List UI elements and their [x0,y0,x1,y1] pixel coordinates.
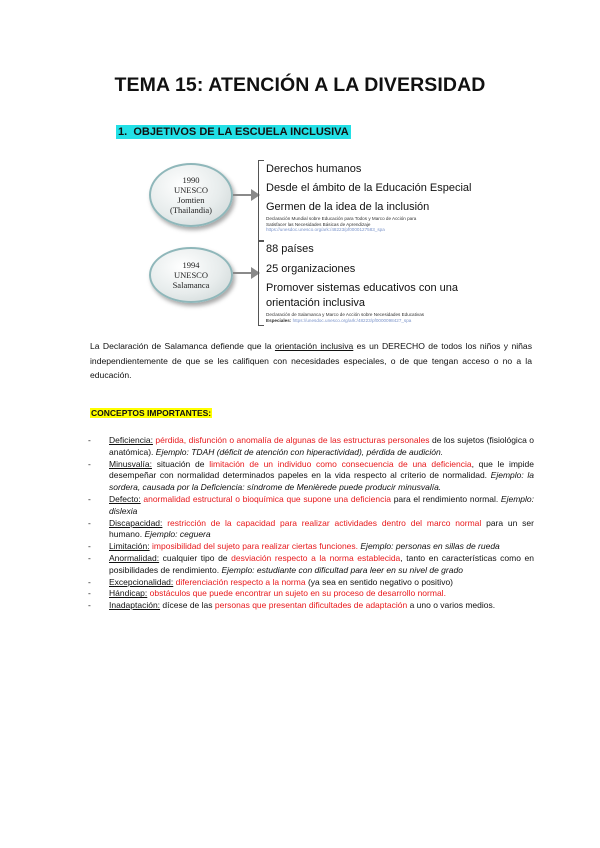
bracket-2 [258,240,264,326]
group2-link[interactable]: https://unesdoc.unesco.org/ark:/48223/pf0000098427_spa [292,317,412,323]
node2-line: 1994 [182,260,200,270]
list-item: - Defecto: anormalidad estructural o bioquímica que supone una deficiencia para el rendimiento normal. Ejemplo: dislexia [88,493,534,516]
concepts-list [88,435,534,612]
group1-item: Germen de la idea de la inclusión [266,201,430,213]
section-label: OBJETIVOS DE LA ESCUELA INCLUSIVA [133,126,349,138]
section-heading [116,126,351,138]
node1-line: (Thailandia) [169,205,212,215]
group1-link[interactable]: https://unesdoc.unesco.org/ark:/48223/pf0000127583_spa [266,227,385,232]
group2-item: 25 organizaciones [266,263,356,275]
list-item: - Hándicap: obstáculos que puede encontrar un sujeto en su proceso de desarrollo normal. [88,588,446,599]
inclusive-orientation-term: orientación inclusiva [274,341,354,351]
concepts-heading: CONCEPTOS IMPORTANTES: [91,408,212,418]
list-item: - Minusvalía: situación de limitación de un individuo como consecuencia de una deficiencia, que le impide desempeñar con normalidad determinados papeles en la vida respecto al criterio de normalidad. Ejemplo: la sordera, causada por la Deficiencia: síndrome de Menièrede puede producir minusvalía. [88,458,534,493]
node1-line: Jomtien [177,195,205,205]
list-item: - Discapacidad: restricción de la capacidad para realizar actividades dentro del marco normal para un ser humano. Ejemplo: ceguera [88,517,534,540]
node1-line: UNESCO [173,185,208,195]
group1-note: Declaración Mundial sobre Educación para Todos y Marco de Acción para Satisfacer las Necesidades Básicas de Aprendizaje https://unesdoc.unesco.org/ark:/48223/pf0000127583_spa [266,216,417,232]
node2-line: UNESCO [173,270,208,280]
node-1990-ellipse [149,163,233,227]
list-item: - Deficiencia: pérdida, disfunción o anomalía de algunas de las estructuras personales de los sujetos (fisiológica o anatómica). Ejemplo: TDAH (déficit de atención con hiperactividad), pérdida de audición. [88,435,534,457]
list-item: - Anormalidad: cualquier tipo de desviación respecto a la norma establecida, tanto en características como en posibilidades de rendimiento. Ejemplo: estudiante con dificultad para leer en su nivel de grado [88,552,535,575]
group2-item: 88 países [266,243,314,255]
section-number: 1. [118,126,128,138]
group2-note: Declaración de Salamanca y Marco de Acción sobre Necesidades Educativas Especiales: https://unesdoc.unesco.org/ark:/48223/pf0000098427_spa [266,312,425,323]
group2-item: orientación inclusiva [266,297,366,309]
node1-line: 1990 [182,175,200,185]
node2-line: Salamanca [172,280,210,290]
group1-item: Desde el ámbito de la Educación Especial [266,182,472,194]
list-item: - Inadaptación: dícese de las personas que presentan dificultades de adaptación a uno o varios medios. [88,600,496,611]
group1-item: Derechos humanos [266,163,362,175]
list-item: - Excepcionalidad: diferenciación respecto a la norma (ya sea en sentido negativo o positivo) [88,576,453,587]
salamanca-paragraph: La Declaración de Salamanca defiende que la orientación inclusiva es un DERECHO de todos los niños y niñas independientemente de que se les califiquen con necesidades especiales, o de que tengan acceso o no a la educación. [90,341,532,381]
page-title: TEMA 15: ATENCIÓN A LA DIVERSIDAD [114,74,486,96]
group2-item: Promover sistemas educativos con una [266,282,458,294]
bracket-1 [258,160,264,242]
list-item: - Limitación: imposibilidad del sujeto para realizar ciertas funciones. Ejemplo: personas en sillas de rueda [88,541,500,552]
node-1994-ellipse [149,247,233,303]
